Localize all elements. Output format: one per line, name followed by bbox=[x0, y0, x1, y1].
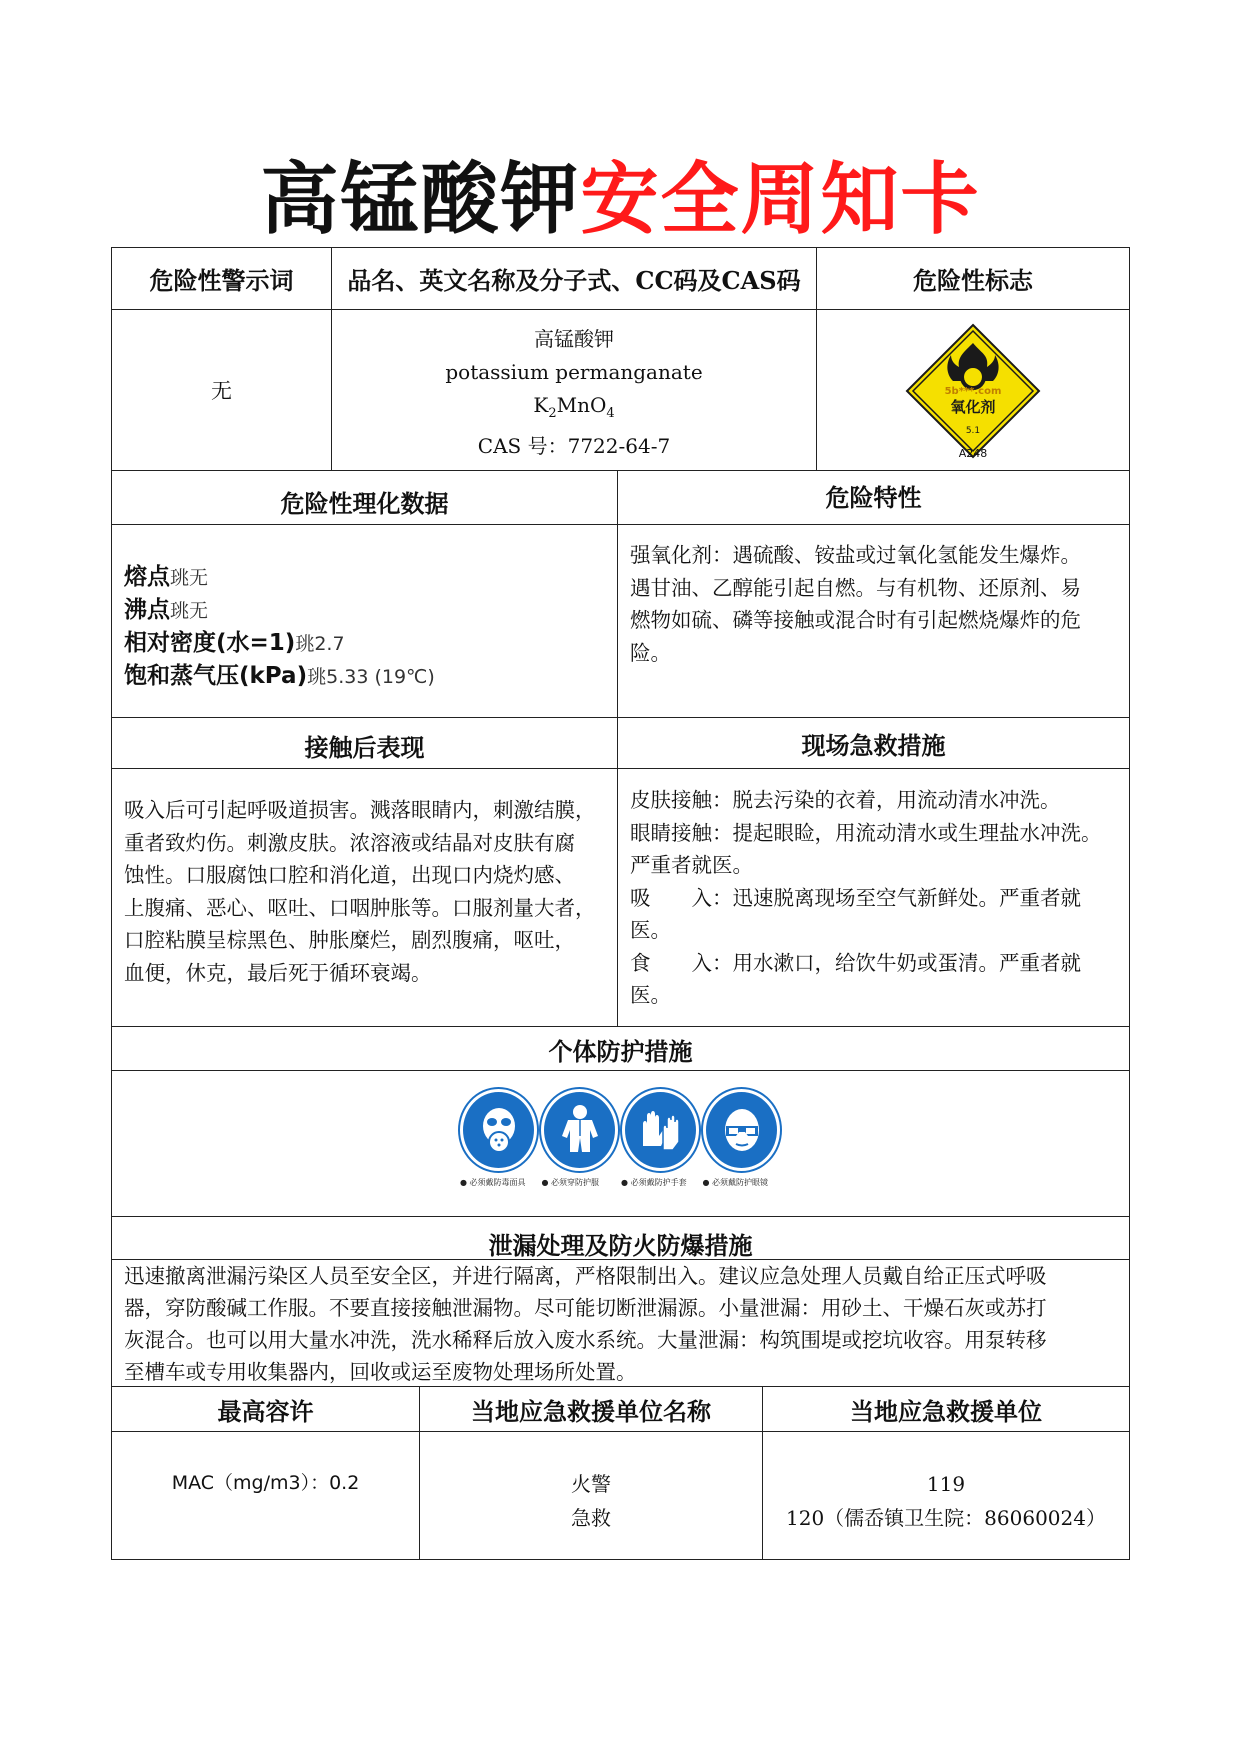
ppe-cell bbox=[111, 1070, 1130, 1217]
unit-fire: 火警 bbox=[571, 1472, 611, 1496]
prop-vapor-pressure: 饱和蒸气压(kPa)珧5.33 (19℃) bbox=[124, 663, 435, 689]
header-hazard-props: 危险特性 bbox=[617, 470, 1130, 525]
exposure-line: 上腹痛、恶心、呕吐、口咽肿胀等。口服剂量大者， bbox=[124, 895, 596, 920]
physchem-cell bbox=[111, 524, 618, 718]
exposure-cell bbox=[111, 768, 618, 1027]
chemical-en-name: potassium permanganate bbox=[445, 360, 703, 384]
hazard-props-cell bbox=[617, 524, 1130, 718]
protective-gloves-icon bbox=[622, 1089, 699, 1171]
exposure-line: 吸入后可引起呼吸道损害。溅落眼睛内，刺激结膜， bbox=[124, 798, 596, 822]
hazard-line: 遇甘油、乙醇能引起自燃。与有机物、还原剂、易 bbox=[630, 575, 1081, 600]
ppe-icon-strip bbox=[460, 1089, 780, 1199]
identity-cell bbox=[331, 309, 817, 471]
header-max-allowable: 最高容许 bbox=[111, 1386, 420, 1432]
header-warning-word: 危险性警示词 bbox=[111, 247, 332, 310]
first-aid-line: 医。 bbox=[630, 918, 671, 942]
leak-line: 至槽车或专用收集器内，回收或运至废物处理场所处置。 bbox=[124, 1360, 637, 1384]
page-title bbox=[0, 150, 1241, 250]
leak-cell bbox=[111, 1259, 1130, 1387]
header-hazard-mark: 危险性标志 bbox=[816, 247, 1130, 310]
warning-word-cell bbox=[111, 309, 332, 471]
header-physchem: 危险性理化数据 bbox=[111, 470, 618, 525]
sign-code: A248 bbox=[958, 446, 988, 460]
header-ppe: 个体防护措施 bbox=[111, 1026, 1130, 1071]
prop-relative-density: 相对密度(水=1)珧2.7 bbox=[124, 630, 345, 656]
gas-mask-icon bbox=[460, 1089, 537, 1171]
sign-site-text: 5b***.com bbox=[944, 385, 1002, 397]
chemical-formula: $K_2MnO_4$ bbox=[533, 393, 615, 421]
exposure-line: 口腔粘膜呈棕黑色、肿胀糜烂，剧烈腹痛，呕吐， bbox=[124, 928, 575, 952]
hazard-line: 险。 bbox=[630, 640, 671, 665]
hazard-line: 燃物如硫、磷等接触或混合时有引起燃烧爆炸的危 bbox=[630, 608, 1081, 632]
title-card-name: 安全周知卡 bbox=[580, 155, 981, 245]
sign-label: 氧化剂 bbox=[950, 397, 996, 416]
header-name-formula: 品名、英文名称及分子式、CC码及CAS码 bbox=[331, 247, 817, 310]
unit-emergency: 急救 bbox=[571, 1506, 611, 1530]
header-exposure: 接触后表现 bbox=[111, 717, 618, 769]
header-first-aid: 现场急救措施 bbox=[617, 717, 1130, 769]
warning-word-value: 无 bbox=[211, 379, 232, 403]
first-aid-line: 医。 bbox=[630, 983, 671, 1007]
leak-line: 器，穿防酸碱工作服。不要直接接触泄漏物。尽可能切断泄漏源。小量泄漏：用砂土、干燥石灰或苏打 bbox=[124, 1296, 1047, 1320]
exposure-line: 重者致灼伤。刺激皮肤。浓溶液或结晶对皮肤有腐 bbox=[124, 830, 575, 855]
chemical-cn-name: 高锰酸钾 bbox=[534, 327, 614, 351]
protective-suit-icon bbox=[541, 1089, 618, 1171]
leak-line: 迅速撤离泄漏污染区人员至安全区，并进行隔离，严格限制出入。建议应急处理人员戴自给正压式呼吸 bbox=[124, 1264, 1047, 1288]
protective-goggles-icon bbox=[703, 1089, 780, 1171]
first-aid-line: 皮肤接触：脱去污染的衣着，用流动清水冲洗。 bbox=[630, 788, 1061, 812]
phone-emergency: 120（儒岙镇卫生院：86060024） bbox=[786, 1506, 1106, 1530]
hazard-mark-cell bbox=[816, 309, 1130, 471]
header-rescue-unit-name: 当地应急救援单位名称 bbox=[419, 1386, 763, 1432]
prop-boiling-point: 沸点珧无 bbox=[124, 597, 209, 623]
cas-number: CAS 号：7722-64-7 bbox=[477, 434, 671, 458]
first-aid-line: 吸 入：迅速脱离现场至空气新鲜处。严重者就 bbox=[630, 885, 1081, 910]
sign-class: 5.1 bbox=[965, 425, 981, 436]
hazard-line: 强氧化剂：遇硫酸、铵盐或过氧化氢能发生爆炸。 bbox=[630, 543, 1081, 567]
mac-cell bbox=[111, 1431, 420, 1560]
exposure-line: 血便，休克，最后死于循环衰竭。 bbox=[124, 960, 432, 985]
rescue-phone-cell bbox=[762, 1431, 1130, 1560]
ppe-caption: ● 必须戴防毒面具 bbox=[460, 1178, 526, 1187]
mac-value: MAC（mg/m3）：0.2 bbox=[171, 1472, 360, 1494]
exposure-line: 蚀性。口服腐蚀口腔和消化道，出现口内烧灼感、 bbox=[124, 863, 575, 887]
title-chemical-name: 高锰酸钾 bbox=[260, 155, 581, 245]
oxidizer-hazard-sign bbox=[903, 321, 1043, 461]
header-leak: 泄漏处理及防火防爆措施 bbox=[111, 1216, 1130, 1260]
first-aid-line: 严重者就医。 bbox=[630, 853, 753, 877]
first-aid-line: 食 入：用水漱口，给饮牛奶或蛋清。严重者就 bbox=[630, 950, 1081, 975]
first-aid-cell bbox=[617, 768, 1130, 1027]
phone-fire: 119 bbox=[926, 1472, 966, 1496]
ppe-caption: ● 必须戴防护手套 bbox=[621, 1178, 687, 1187]
prop-melting-point: 熔点珧无 bbox=[124, 564, 209, 590]
ppe-caption: ● 必须穿防护服 bbox=[541, 1178, 599, 1187]
leak-line: 灰混合。也可以用大量水冲洗，洗水稀释后放入废水系统。大量泄漏：构筑围堤或挖坑收容。用泵转移 bbox=[124, 1328, 1047, 1352]
first-aid-line: 眼睛接触：提起眼睑，用流动清水或生理盐水冲洗。 bbox=[630, 820, 1102, 845]
header-rescue-unit: 当地应急救援单位 bbox=[762, 1386, 1130, 1432]
ppe-caption: ● 必须戴防护眼镜 bbox=[702, 1178, 769, 1187]
rescue-unit-name-cell bbox=[419, 1431, 763, 1560]
